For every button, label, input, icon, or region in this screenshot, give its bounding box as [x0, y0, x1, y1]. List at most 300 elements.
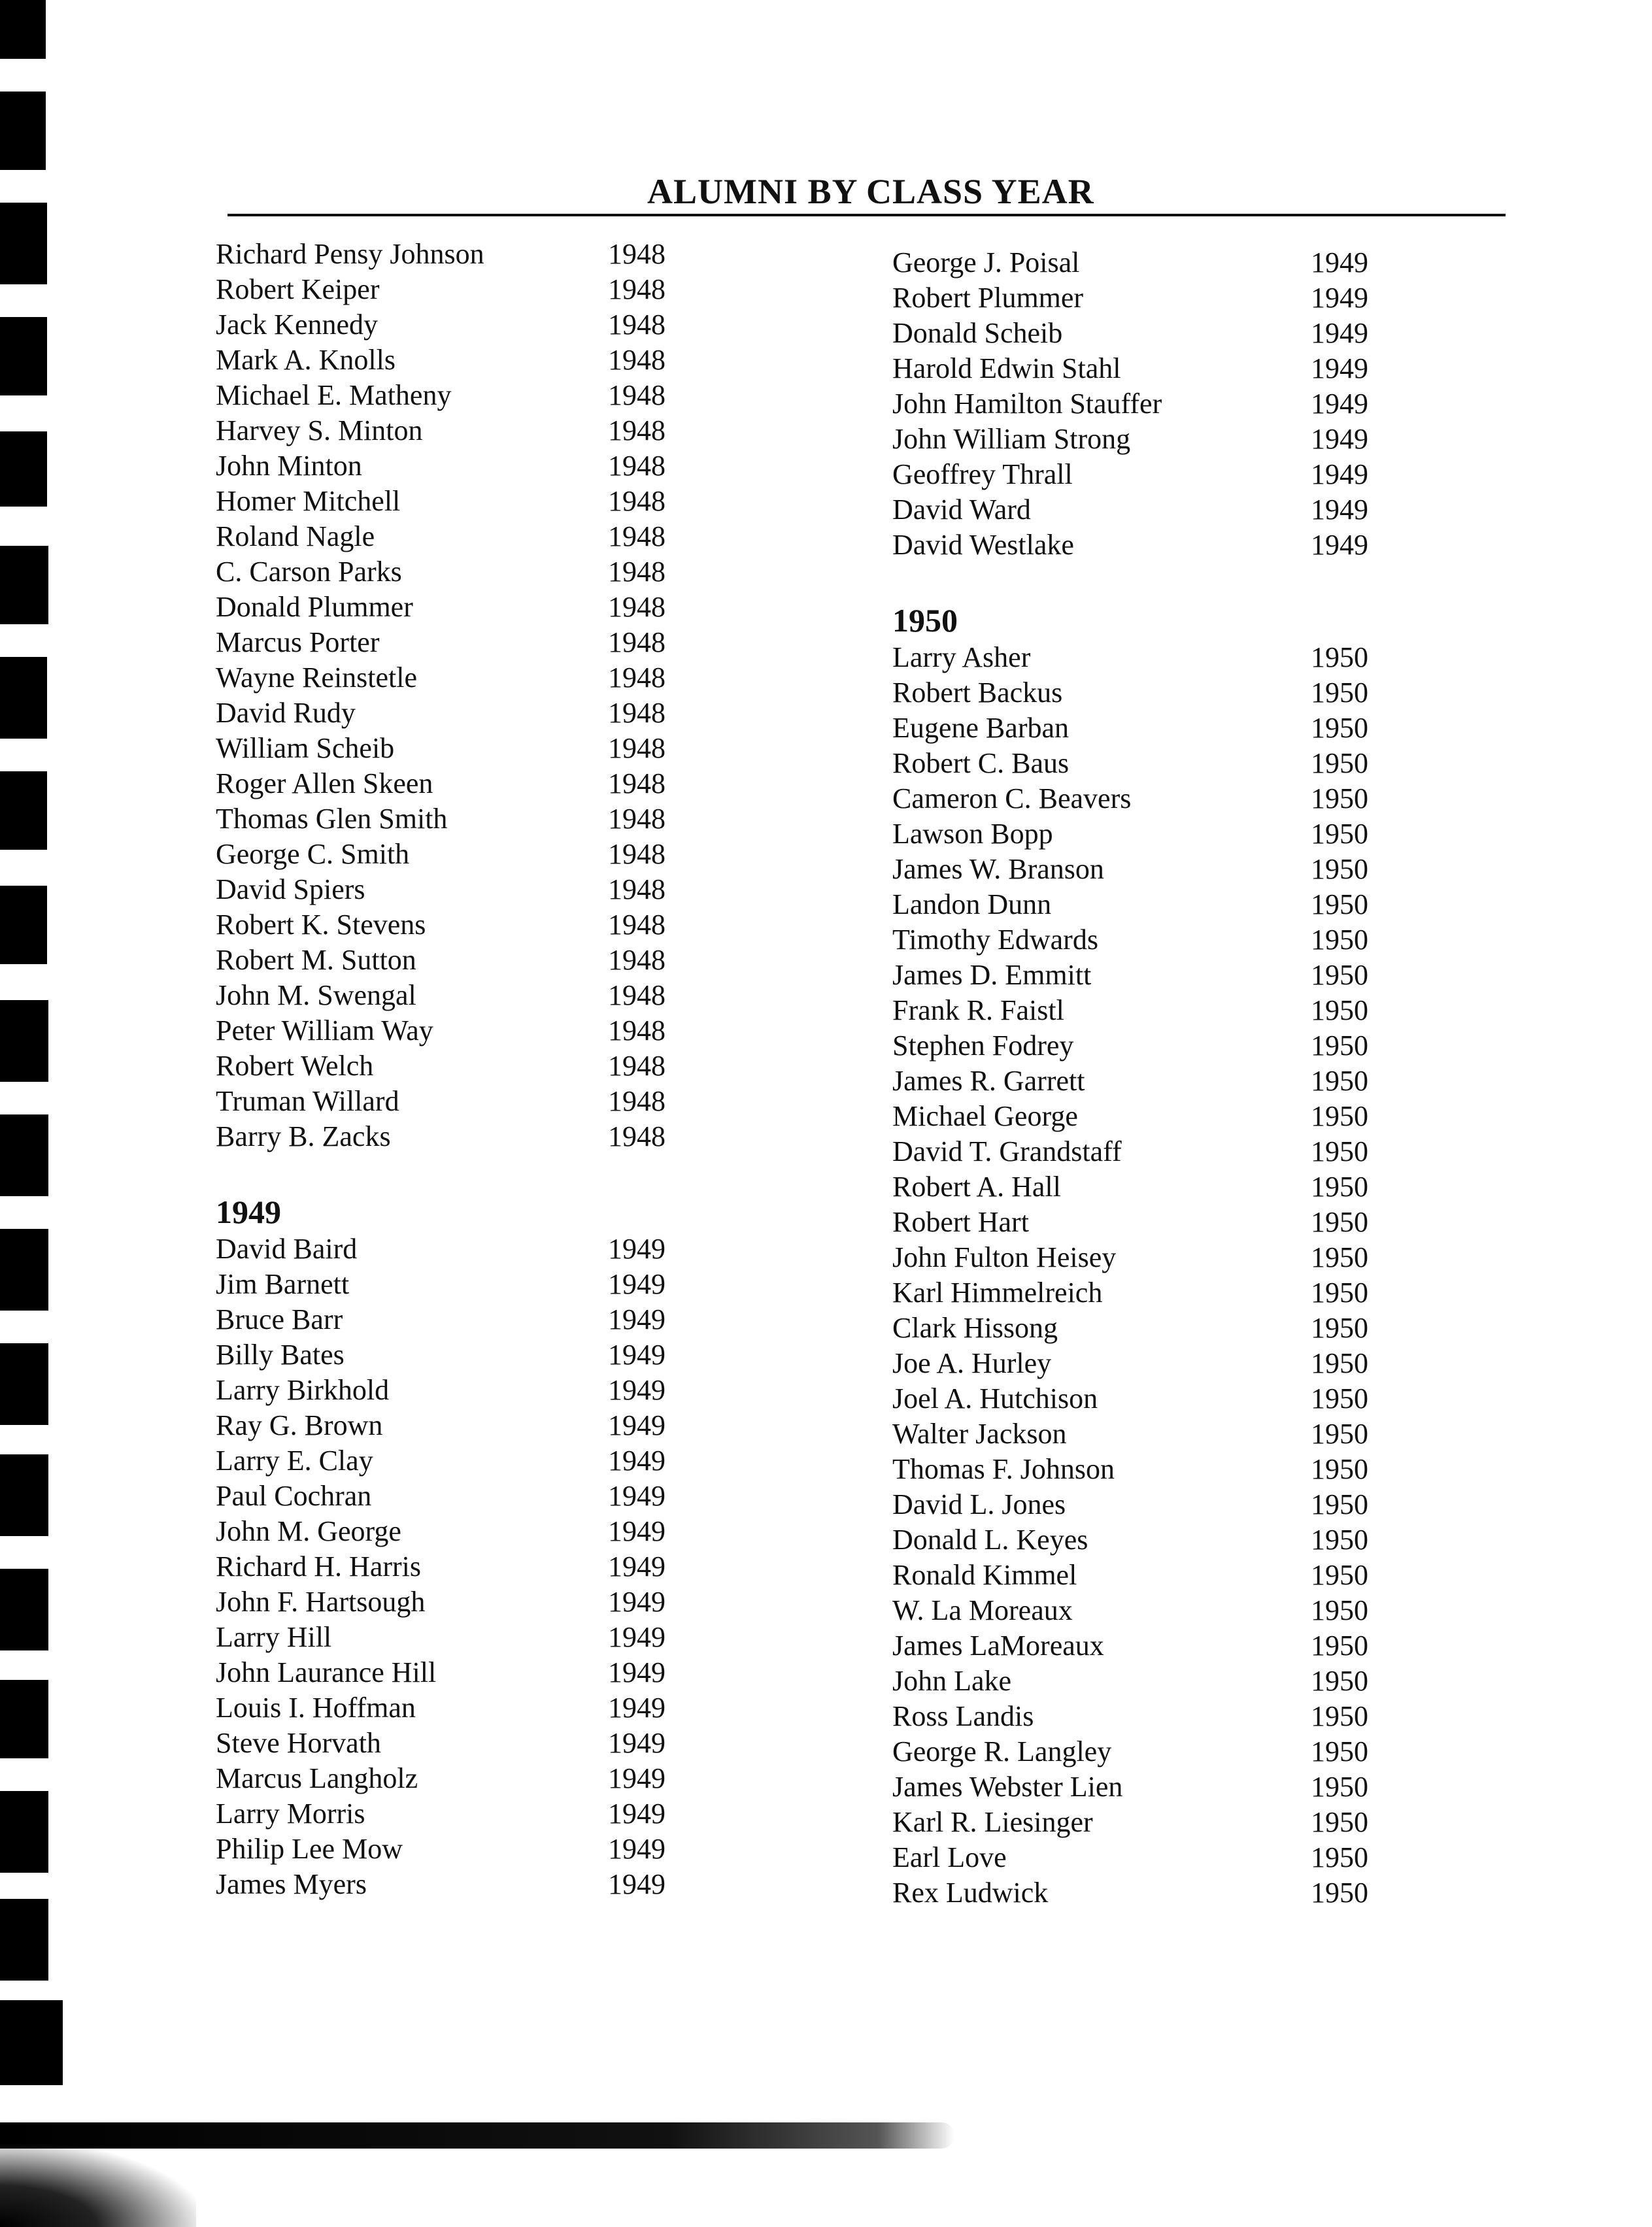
alumni-entry — [892, 1734, 1415, 1769]
alumni-year: 1950 — [1311, 1594, 1368, 1626]
alumni-year: 1950 — [1311, 1312, 1368, 1344]
alumni-year: 1948 — [608, 1085, 666, 1117]
alumni-year: 1950 — [1311, 1277, 1368, 1309]
alumni-name: Robert Hart — [892, 1206, 1029, 1238]
class-1950-list — [892, 640, 1415, 1911]
alumni-entry — [216, 484, 739, 519]
title-rule — [228, 214, 1506, 216]
alumni-entry — [216, 766, 739, 801]
alumni-entry — [892, 852, 1415, 887]
alumni-year: 1948 — [608, 732, 666, 764]
class-1949-continued-list — [892, 245, 1415, 563]
alumni-entry — [892, 1628, 1415, 1664]
alumni-year: 1950 — [1311, 1665, 1368, 1697]
alumni-name: Robert C. Baus — [892, 747, 1070, 779]
alumni-year: 1950 — [1311, 853, 1368, 885]
alumni-name: Wayne Reinstetle — [216, 661, 418, 694]
alumni-entry — [216, 978, 739, 1013]
alumni-name: Larry E. Clay — [216, 1445, 373, 1477]
alumni-name: Frank R. Faistl — [892, 994, 1064, 1026]
binding-mark — [0, 1454, 48, 1536]
binding-mark — [0, 1680, 48, 1758]
alumni-entry — [892, 1169, 1415, 1205]
alumni-entry — [216, 554, 739, 590]
alumni-year: 1950 — [1311, 888, 1368, 920]
alumni-entry — [216, 1479, 739, 1514]
alumni-entry — [216, 307, 739, 343]
alumni-year: 1949 — [608, 1727, 666, 1759]
alumni-name: Karl Himmelreich — [892, 1277, 1103, 1309]
alumni-entry — [892, 816, 1415, 852]
alumni-entry — [216, 413, 739, 448]
alumni-name: Roland Nagle — [216, 520, 375, 552]
alumni-name: Thomas Glen Smith — [216, 803, 448, 835]
alumni-entry — [216, 272, 739, 307]
alumni-year: 1950 — [1311, 1382, 1368, 1415]
alumni-name: Louis I. Hoffman — [216, 1692, 416, 1724]
alumni-name: Joe A. Hurley — [892, 1347, 1052, 1379]
alumni-year: 1950 — [1311, 1559, 1368, 1591]
alumni-name: Richard Pensy Johnson — [216, 238, 484, 270]
alumni-year: 1949 — [1311, 317, 1368, 349]
alumni-year: 1948 — [608, 238, 666, 270]
binding-mark — [0, 1899, 48, 1981]
alumni-entry — [892, 422, 1415, 457]
alumni-year: 1949 — [608, 1445, 666, 1477]
alumni-year: 1948 — [608, 979, 666, 1011]
alumni-entry — [892, 1275, 1415, 1311]
alumni-name: John Minton — [216, 450, 362, 482]
alumni-year: 1950 — [1311, 677, 1368, 709]
alumni-name: Marcus Porter — [216, 626, 380, 658]
alumni-year: 1950 — [1311, 1700, 1368, 1732]
alumni-year: 1950 — [1311, 1806, 1368, 1838]
class-year-heading-1949: 1949 — [216, 1194, 281, 1230]
alumni-year: 1949 — [608, 1586, 666, 1618]
alumni-year: 1949 — [608, 1550, 666, 1582]
alumni-name: John M. Swengal — [216, 979, 416, 1011]
alumni-entry — [892, 1099, 1415, 1134]
alumni-year: 1950 — [1311, 1771, 1368, 1803]
alumni-entry — [892, 1028, 1415, 1063]
alumni-entry — [216, 1796, 739, 1832]
alumni-name: George J. Poisal — [892, 246, 1080, 278]
alumni-year: 1950 — [1311, 712, 1368, 744]
alumni-year: 1950 — [1311, 924, 1368, 956]
alumni-name: David Westlake — [892, 529, 1074, 561]
alumni-name: Joel A. Hutchison — [892, 1382, 1098, 1415]
alumni-name: George R. Langley — [892, 1735, 1112, 1767]
alumni-year: 1950 — [1311, 1524, 1368, 1556]
alumni-name: James LaMoreaux — [892, 1630, 1104, 1662]
alumni-entry — [892, 1593, 1415, 1628]
alumni-year: 1950 — [1311, 1418, 1368, 1450]
alumni-entry — [216, 625, 739, 660]
alumni-entry — [216, 1690, 739, 1726]
alumni-year: 1949 — [1311, 282, 1368, 314]
alumni-entry — [892, 1205, 1415, 1240]
alumni-name: W. La Moreaux — [892, 1594, 1073, 1626]
alumni-entry — [216, 1119, 739, 1154]
alumni-entry — [892, 280, 1415, 316]
alumni-year: 1949 — [608, 1656, 666, 1688]
alumni-year: 1948 — [608, 767, 666, 799]
alumni-name: John F. Hartsough — [216, 1586, 426, 1618]
alumni-year: 1950 — [1311, 1135, 1368, 1167]
alumni-name: John Lake — [892, 1665, 1012, 1697]
alumni-year: 1949 — [1311, 352, 1368, 384]
alumni-name: Eugene Barban — [892, 712, 1069, 744]
alumni-year: 1948 — [608, 838, 666, 870]
alumni-name: Timothy Edwards — [892, 924, 1098, 956]
alumni-name: Ross Landis — [892, 1700, 1034, 1732]
alumni-name: Larry Morris — [216, 1798, 365, 1830]
alumni-name: Robert Welch — [216, 1050, 374, 1082]
alumni-entry — [216, 1514, 739, 1549]
alumni-entry — [216, 1231, 739, 1267]
alumni-name: Jim Barnett — [216, 1268, 350, 1300]
alumni-year: 1950 — [1311, 1100, 1368, 1132]
alumni-year: 1950 — [1311, 1241, 1368, 1273]
alumni-name: David T. Grandstaff — [892, 1135, 1122, 1167]
alumni-entry — [892, 245, 1415, 280]
alumni-entry — [216, 907, 739, 943]
alumni-name: Karl R. Liesinger — [892, 1806, 1093, 1838]
alumni-entry — [892, 492, 1415, 527]
alumni-entry — [892, 1381, 1415, 1416]
alumni-entry — [216, 872, 739, 907]
binding-mark — [0, 431, 47, 507]
alumni-year: 1948 — [608, 309, 666, 341]
alumni-year: 1948 — [608, 909, 666, 941]
alumni-name: David Spiers — [216, 873, 365, 905]
alumni-name: James R. Garrett — [892, 1065, 1085, 1097]
alumni-name: James D. Emmitt — [892, 959, 1092, 991]
alumni-name: Rex Ludwick — [892, 1877, 1049, 1909]
alumni-name: James W. Branson — [892, 853, 1104, 885]
alumni-year: 1948 — [608, 1014, 666, 1047]
alumni-name: Homer Mitchell — [216, 485, 401, 517]
alumni-year: 1950 — [1311, 1171, 1368, 1203]
alumni-entry — [216, 378, 739, 413]
alumni-year: 1950 — [1311, 1347, 1368, 1379]
alumni-name: George C. Smith — [216, 838, 410, 870]
alumni-name: Steve Horvath — [216, 1727, 381, 1759]
alumni-entry — [892, 887, 1415, 922]
alumni-entry — [892, 958, 1415, 993]
alumni-year: 1950 — [1311, 1065, 1368, 1097]
alumni-entry — [892, 527, 1415, 563]
alumni-entry — [216, 1549, 739, 1584]
alumni-entry — [892, 1416, 1415, 1452]
alumni-entry — [892, 993, 1415, 1028]
alumni-entry — [892, 1487, 1415, 1522]
alumni-year: 1948 — [608, 661, 666, 694]
class-year-heading-1950: 1950 — [892, 602, 958, 639]
right-column — [892, 245, 1415, 1911]
alumni-year: 1949 — [608, 1480, 666, 1512]
binding-mark — [0, 546, 48, 624]
alumni-year: 1949 — [608, 1409, 666, 1441]
alumni-year: 1950 — [1311, 747, 1368, 779]
binding-mark — [0, 92, 46, 170]
alumni-entry — [216, 1443, 739, 1479]
alumni-name: Harold Edwin Stahl — [892, 352, 1121, 384]
alumni-entry — [216, 1832, 739, 1867]
alumni-entry — [892, 1134, 1415, 1169]
alumni-entry — [892, 1805, 1415, 1840]
alumni-entry — [216, 237, 739, 272]
alumni-name: John William Strong — [892, 423, 1131, 455]
alumni-entry — [892, 1558, 1415, 1593]
alumni-year: 1949 — [1311, 529, 1368, 561]
alumni-year: 1950 — [1311, 959, 1368, 991]
alumni-year: 1949 — [1311, 246, 1368, 278]
alumni-year: 1948 — [608, 450, 666, 482]
alumni-entry — [216, 1726, 739, 1761]
alumni-name: Donald Plummer — [216, 591, 413, 623]
alumni-name: John Hamilton Stauffer — [892, 388, 1162, 420]
alumni-year: 1948 — [608, 556, 666, 588]
alumni-entry — [216, 1013, 739, 1048]
alumni-name: Larry Birkhold — [216, 1374, 390, 1406]
alumni-entry — [216, 1337, 739, 1373]
alumni-entry — [892, 1522, 1415, 1558]
alumni-year: 1949 — [608, 1833, 666, 1865]
alumni-name: Earl Love — [892, 1841, 1007, 1873]
alumni-name: David Rudy — [216, 697, 356, 729]
alumni-entry — [216, 1373, 739, 1408]
alumni-year: 1949 — [608, 1374, 666, 1406]
alumni-name: Stephen Fodrey — [892, 1030, 1074, 1062]
alumni-name: James Webster Lien — [892, 1771, 1123, 1803]
alumni-year: 1950 — [1311, 1206, 1368, 1238]
alumni-entry — [892, 386, 1415, 422]
binding-mark — [0, 657, 47, 739]
alumni-year: 1949 — [608, 1515, 666, 1547]
alumni-year: 1949 — [1311, 494, 1368, 526]
alumni-entry — [892, 711, 1415, 746]
alumni-entry — [216, 519, 739, 554]
alumni-name: Thomas F. Johnson — [892, 1453, 1115, 1485]
alumni-year: 1948 — [608, 485, 666, 517]
alumni-name: Michael E. Matheny — [216, 379, 452, 411]
alumni-entry — [892, 746, 1415, 781]
alumni-name: Clark Hissong — [892, 1312, 1058, 1344]
alumni-name: Larry Asher — [892, 641, 1031, 673]
alumni-year: 1948 — [608, 873, 666, 905]
alumni-name: Robert M. Sutton — [216, 944, 416, 976]
alumni-year: 1950 — [1311, 641, 1368, 673]
alumni-name: Philip Lee Mow — [216, 1833, 403, 1865]
alumni-entry — [216, 1267, 739, 1302]
alumni-entry — [216, 1048, 739, 1084]
alumni-name: Jack Kennedy — [216, 309, 379, 341]
alumni-name: Richard H. Harris — [216, 1550, 422, 1582]
binding-mark — [0, 317, 47, 395]
left-column — [216, 237, 739, 1902]
alumni-entry — [892, 316, 1415, 351]
alumni-year: 1950 — [1311, 1488, 1368, 1520]
alumni-name: Bruce Barr — [216, 1303, 343, 1335]
alumni-entry — [892, 781, 1415, 816]
alumni-year: 1948 — [608, 379, 666, 411]
alumni-name: David L. Jones — [892, 1488, 1066, 1520]
alumni-year: 1950 — [1311, 1841, 1368, 1873]
alumni-name: Ray G. Brown — [216, 1409, 383, 1441]
alumni-entry — [892, 1840, 1415, 1875]
binding-mark — [0, 0, 46, 59]
alumni-name: David Ward — [892, 494, 1031, 526]
alumni-name: Robert Keiper — [216, 273, 380, 305]
alumni-name: Barry B. Zacks — [216, 1120, 391, 1152]
alumni-entry — [216, 590, 739, 625]
class-1949-list — [216, 1231, 739, 1902]
binding-mark — [0, 2000, 63, 2085]
alumni-year: 1948 — [608, 591, 666, 623]
alumni-year: 1948 — [608, 344, 666, 376]
alumni-entry — [892, 351, 1415, 386]
alumni-year: 1950 — [1311, 782, 1368, 814]
alumni-name: John Fulton Heisey — [892, 1241, 1117, 1273]
alumni-name: James Myers — [216, 1868, 367, 1900]
alumni-entry — [216, 695, 739, 731]
binding-mark — [0, 1000, 48, 1082]
alumni-entry — [216, 1584, 739, 1620]
alumni-entry — [892, 1699, 1415, 1734]
alumni-year: 1948 — [608, 273, 666, 305]
alumni-entry — [216, 1655, 739, 1690]
alumni-year: 1948 — [608, 697, 666, 729]
alumni-name: Geoffrey Thrall — [892, 458, 1073, 490]
alumni-name: Larry Hill — [216, 1621, 332, 1653]
alumni-entry — [892, 1452, 1415, 1487]
alumni-name: Truman Willard — [216, 1085, 399, 1117]
alumni-name: Robert Plummer — [892, 282, 1084, 314]
alumni-year: 1949 — [1311, 423, 1368, 455]
alumni-entry — [216, 731, 739, 766]
alumni-entry — [216, 1084, 739, 1119]
alumni-entry — [216, 343, 739, 378]
alumni-name: Cameron C. Beavers — [892, 782, 1132, 814]
alumni-year: 1949 — [608, 1692, 666, 1724]
alumni-name: Roger Allen Skeen — [216, 767, 433, 799]
alumni-year: 1948 — [608, 520, 666, 552]
alumni-name: Paul Cochran — [216, 1480, 372, 1512]
alumni-name: C. Carson Parks — [216, 556, 402, 588]
alumni-year: 1949 — [608, 1233, 666, 1265]
alumni-name: Donald L. Keyes — [892, 1524, 1088, 1556]
alumni-entry — [892, 922, 1415, 958]
alumni-year: 1948 — [608, 414, 666, 446]
alumni-name: David Baird — [216, 1233, 358, 1265]
alumni-year: 1949 — [608, 1762, 666, 1794]
scan-corner-smudge — [0, 2144, 196, 2227]
alumni-name: Lawson Bopp — [892, 818, 1053, 850]
alumni-year: 1948 — [608, 626, 666, 658]
alumni-year: 1950 — [1311, 1453, 1368, 1485]
binding-mark — [0, 1791, 48, 1873]
binding-mark — [0, 1569, 48, 1650]
alumni-entry — [892, 675, 1415, 711]
alumni-year: 1948 — [608, 803, 666, 835]
alumni-entry — [216, 448, 739, 484]
alumni-entry — [216, 1761, 739, 1796]
binding-mark — [0, 771, 47, 850]
alumni-year: 1950 — [1311, 994, 1368, 1026]
binding-mark — [0, 1229, 48, 1311]
binding-mark — [0, 1343, 48, 1425]
alumni-entry — [892, 1240, 1415, 1275]
alumni-year: 1949 — [1311, 388, 1368, 420]
alumni-name: John M. George — [216, 1515, 401, 1547]
alumni-entry — [892, 1063, 1415, 1099]
alumni-entry — [216, 943, 739, 978]
alumni-name: Billy Bates — [216, 1339, 345, 1371]
alumni-entry — [216, 1867, 739, 1902]
alumni-year: 1950 — [1311, 1735, 1368, 1767]
alumni-year: 1948 — [608, 1120, 666, 1152]
alumni-entry — [892, 640, 1415, 675]
alumni-name: Donald Scheib — [892, 317, 1063, 349]
alumni-entry — [216, 1408, 739, 1443]
alumni-entry — [216, 1302, 739, 1337]
alumni-year: 1949 — [608, 1798, 666, 1830]
alumni-entry — [892, 457, 1415, 492]
alumni-name: Robert A. Hall — [892, 1171, 1061, 1203]
alumni-entry — [892, 1346, 1415, 1381]
alumni-year: 1949 — [608, 1621, 666, 1653]
alumni-entry — [216, 660, 739, 695]
alumni-name: Robert Backus — [892, 677, 1063, 709]
alumni-year: 1949 — [608, 1339, 666, 1371]
alumni-name: John Laurance Hill — [216, 1656, 437, 1688]
alumni-year: 1949 — [608, 1868, 666, 1900]
alumni-entry — [216, 801, 739, 837]
binding-mark — [0, 886, 47, 964]
alumni-name: William Scheib — [216, 732, 395, 764]
alumni-year: 1948 — [608, 944, 666, 976]
alumni-year: 1950 — [1311, 1877, 1368, 1909]
binding-mark — [0, 203, 47, 284]
binding-mark — [0, 1114, 48, 1196]
alumni-name: Mark A. Knolls — [216, 344, 396, 376]
alumni-year: 1949 — [608, 1303, 666, 1335]
alumni-name: Ronald Kimmel — [892, 1559, 1077, 1591]
class-1948-list — [216, 237, 739, 1154]
alumni-name: Landon Dunn — [892, 888, 1052, 920]
alumni-year: 1948 — [608, 1050, 666, 1082]
alumni-name: Peter William Way — [216, 1014, 433, 1047]
alumni-name: Robert K. Stevens — [216, 909, 426, 941]
alumni-name: Walter Jackson — [892, 1418, 1067, 1450]
alumni-year: 1950 — [1311, 1030, 1368, 1062]
alumni-year: 1950 — [1311, 818, 1368, 850]
alumni-year: 1950 — [1311, 1630, 1368, 1662]
alumni-entry — [892, 1769, 1415, 1805]
alumni-entry — [892, 1664, 1415, 1699]
alumni-entry — [892, 1875, 1415, 1911]
alumni-entry — [216, 837, 739, 872]
alumni-name: Michael George — [892, 1100, 1078, 1132]
alumni-entry — [892, 1311, 1415, 1346]
alumni-year: 1949 — [608, 1268, 666, 1300]
alumni-name: Harvey S. Minton — [216, 414, 423, 446]
alumni-entry — [216, 1620, 739, 1655]
alumni-year: 1949 — [1311, 458, 1368, 490]
page-title: ALUMNI BY CLASS YEAR — [647, 172, 1094, 211]
alumni-name: Marcus Langholz — [216, 1762, 418, 1794]
